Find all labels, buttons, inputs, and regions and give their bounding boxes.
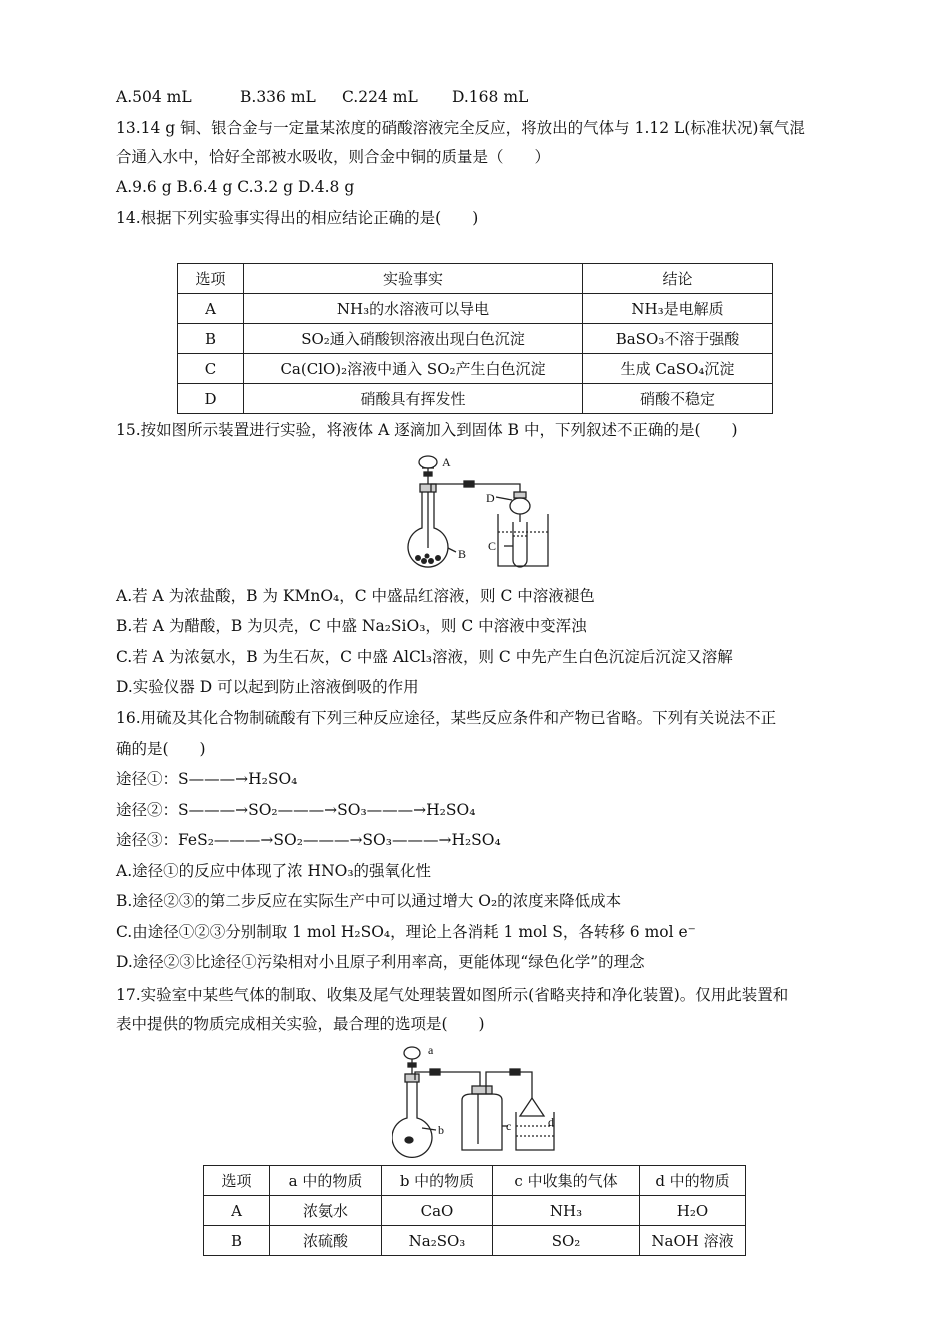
q14-header-conclusion: 结论 [583, 264, 773, 294]
q17-cell: B [204, 1226, 270, 1256]
q14-cell: BaSO₃不溶于强酸 [583, 324, 773, 354]
q17-cell: 浓氨水 [270, 1196, 382, 1226]
table-row [178, 294, 773, 324]
q16-option-a: A.途径①的反应中体现了浓 HNO₃的强氧化性 [116, 862, 432, 880]
q17-cell: 浓硫酸 [270, 1226, 382, 1256]
q16-stem-line2: 确的是( ) [116, 740, 206, 758]
q17-apparatus-figure [392, 1040, 572, 1158]
q14-cell: A [178, 294, 244, 324]
q17-cell: NH₃ [493, 1196, 640, 1226]
q14-header-option: 选项 [178, 264, 244, 294]
q17-table [203, 1165, 746, 1256]
q12-option-d: D.168 mL [452, 88, 529, 106]
q14-stem: 14.根据下列实验事实得出的相应结论正确的是( ) [116, 209, 479, 227]
q15-option-a: A.若 A 为浓盐酸，B 为 KMnO₄，C 中盛品红溶液，则 C 中溶液褪色 [116, 587, 595, 605]
q17-cell: NaOH 溶液 [640, 1226, 746, 1256]
q17-figure-label-d: d [548, 1115, 554, 1129]
q12-option-b: B.336 mL [240, 88, 316, 106]
q15-figure-label-b: B [458, 547, 467, 561]
table-row [204, 1226, 746, 1256]
q15-stem: 15.按如图所示装置进行实验，将液体 A 逐滴加入到固体 B 中，下列叙述不正确的是( ) [116, 421, 738, 439]
q14-cell: NH₃的水溶液可以导电 [244, 294, 583, 324]
q17-stem-line2: 表中提供的物质完成相关实验，最合理的选项是( ) [116, 1015, 485, 1033]
q14-cell: Ca(ClO)₂溶液中通入 SO₂产生白色沉淀 [244, 354, 583, 384]
q17-cell: CaO [382, 1196, 493, 1226]
q14-cell: SO₂通入硝酸钡溶液出现白色沉淀 [244, 324, 583, 354]
q17-header: 选项 [204, 1166, 270, 1196]
q17-cell: SO₂ [493, 1226, 640, 1256]
q17-header: d 中的物质 [640, 1166, 746, 1196]
q15-figure-label-a: A [442, 455, 451, 469]
q16-option-b: B.途径②③的第二步反应在实际生产中可以通过增大 O₂的浓度来降低成本 [116, 892, 622, 910]
table-row [178, 384, 773, 414]
q15-option-b: B.若 A 为醋酸，B 为贝壳，C 中盛 Na₂SiO₃，则 C 中溶液中变浑浊 [116, 617, 587, 635]
table-row [204, 1196, 746, 1226]
q16-route-3: 途径③：FeS₂———→SO₂———→SO₃———→H₂SO₄ [116, 831, 501, 849]
q17-cell: Na₂SO₃ [382, 1226, 493, 1256]
q17-figure-label-b: b [438, 1123, 444, 1137]
q14-table [177, 263, 773, 414]
q14-cell: 生成 CaSO₄沉淀 [583, 354, 773, 384]
q13-stem-line2: 合通入水中，恰好全部被水吸收，则合金中铜的质量是（ ） [116, 148, 551, 166]
q14-cell: 硝酸具有挥发性 [244, 384, 583, 414]
q14-cell: NH₃是电解质 [583, 294, 773, 324]
q14-cell: 硝酸不稳定 [583, 384, 773, 414]
q16-option-d: D.途径②③比途径①污染相对小且原子利用率高，更能体现“绿色化学”的理念 [116, 953, 645, 971]
q14-cell: D [178, 384, 244, 414]
q16-route-1: 途径①：S———→H₂SO₄ [116, 770, 298, 788]
q12-options [116, 86, 528, 108]
table-header-row [178, 264, 773, 294]
q16-option-c: C.由途径①②③分别制取 1 mol H₂SO₄，理论上各消耗 1 mol S，各转移 6 mol e⁻ [116, 923, 696, 941]
q14-header-fact: 实验事实 [244, 264, 583, 294]
q17-figure-label-c: c [506, 1119, 512, 1133]
q16-route-2: 途径②：S———→SO₂———→SO₃———→H₂SO₄ [116, 801, 476, 819]
table-row [178, 354, 773, 384]
q17-header: c 中收集的气体 [493, 1166, 640, 1196]
q12-option-c: C.224 mL [342, 88, 418, 106]
q17-cell: H₂O [640, 1196, 746, 1226]
q13-stem-line1: 13.14 g 铜、银合金与一定量某浓度的硝酸溶液完全反应，将放出的气体与 1.12 L(标准状况)氧气混 [116, 119, 805, 137]
q15-option-c: C.若 A 为浓氨水，B 为生石灰，C 中盛 AlCl₃溶液，则 C 中先产生白色沉淀后沉淀又溶解 [116, 648, 733, 666]
q12-option-a: A.504 mL [116, 88, 192, 106]
q17-cell: A [204, 1196, 270, 1226]
q14-cell: C [178, 354, 244, 384]
table-header-row [204, 1166, 746, 1196]
q17-header: a 中的物质 [270, 1166, 382, 1196]
q15-figure-label-d: D [486, 491, 495, 505]
q15-option-d: D.实验仪器 D 可以起到防止溶液倒吸的作用 [116, 678, 419, 696]
q16-stem-line1: 16.用硫及其化合物制硫酸有下列三种反应途径，某些反应条件和产物已省略。下列有关说法不正 [116, 709, 777, 727]
q17-header: b 中的物质 [382, 1166, 493, 1196]
q17-stem-line1: 17.实验室中某些气体的制取、收集及尾气处理装置如图所示(省略夹持和净化装置)。仅用此装置和 [116, 986, 789, 1004]
q15-apparatus-figure [400, 448, 570, 578]
q17-figure-label-a: a [428, 1043, 434, 1057]
q14-cell: B [178, 324, 244, 354]
q13-options: A.9.6 g B.6.4 g C.3.2 g D.4.8 g [116, 178, 355, 196]
q15-figure-label-c: C [488, 539, 497, 553]
table-row [178, 324, 773, 354]
